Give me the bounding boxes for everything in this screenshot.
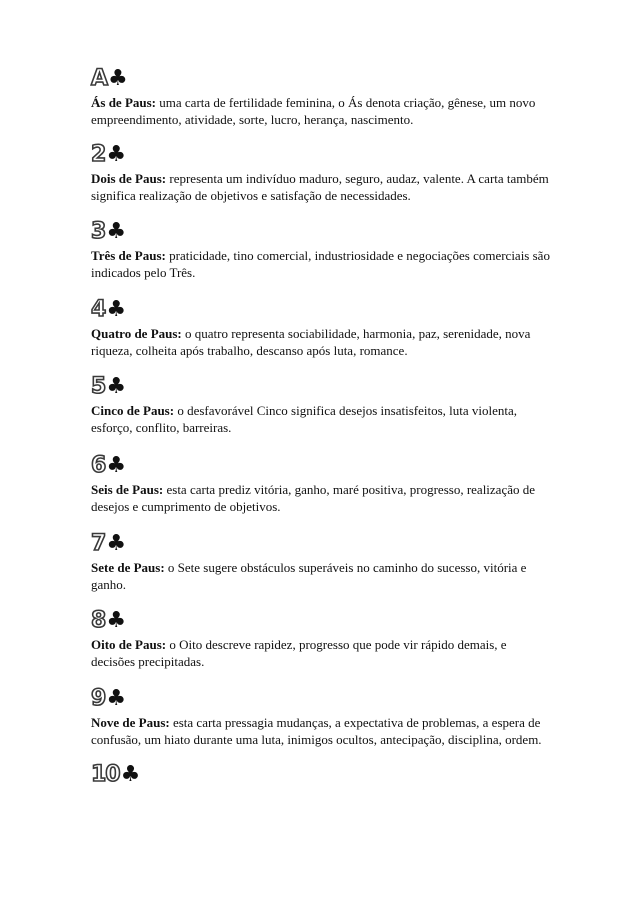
club-suit-icon: ♣ bbox=[106, 453, 127, 478]
card-description bbox=[91, 170, 551, 204]
card-symbol bbox=[91, 760, 140, 786]
card-symbol bbox=[91, 295, 126, 321]
card-meaning: uma carta de fertilidade feminina, o Ás denota criação, gênese, um novo empreendimento, atividade, sorte, lucro, herança, nascimento. bbox=[91, 95, 536, 127]
card-symbol bbox=[91, 684, 126, 710]
card-symbol bbox=[91, 451, 126, 477]
card-rank: 10 bbox=[91, 762, 120, 787]
club-suit-icon: ♣ bbox=[106, 142, 127, 167]
club-suit-icon: ♣ bbox=[120, 762, 141, 787]
card-description bbox=[91, 247, 551, 281]
club-suit-icon: ♣ bbox=[106, 374, 127, 399]
card-description bbox=[91, 94, 551, 128]
club-suit-icon: ♣ bbox=[106, 608, 127, 633]
club-suit-icon: ♣ bbox=[106, 531, 127, 556]
card-symbol bbox=[91, 217, 126, 243]
card-name: Quatro de Paus: bbox=[91, 326, 182, 341]
card-description bbox=[91, 636, 551, 670]
card-meaning: esta carta pressagia mudanças, a expectativa de problemas, a espera de confusão, um hiato durante uma luta, inimigos ocultos, antecipação, disciplina, ordem. bbox=[91, 715, 542, 747]
card-symbol bbox=[91, 606, 126, 632]
card-rank: 9 bbox=[91, 686, 106, 711]
card-meaning: praticidade, tino comercial, industriosidade e negociações comerciais são indicados pelo Três. bbox=[91, 248, 550, 280]
club-suit-icon: ♣ bbox=[106, 297, 127, 322]
card-name: Sete de Paus: bbox=[91, 560, 165, 575]
club-suit-icon: ♣ bbox=[108, 66, 128, 91]
card-name: Três de Paus: bbox=[91, 248, 166, 263]
card-description bbox=[91, 559, 551, 593]
card-rank: 8 bbox=[91, 608, 106, 633]
card-name: Oito de Paus: bbox=[91, 637, 167, 652]
card-symbol bbox=[91, 64, 128, 90]
card-description bbox=[91, 325, 551, 359]
card-rank: 2 bbox=[91, 142, 106, 167]
card-name: Ás de Paus: bbox=[91, 95, 157, 110]
card-name: Cinco de Paus: bbox=[91, 403, 175, 418]
card-meaning: representa um indivíduo maduro, seguro, audaz, valente. A carta também significa realização de objetivos e satisfação de necessidades. bbox=[91, 171, 549, 203]
card-meaning: o quatro representa sociabilidade, harmonia, paz, serenidade, nova riqueza, colheita após trabalho, descanso após luta, romance. bbox=[91, 326, 531, 358]
card-symbol bbox=[91, 372, 126, 398]
card-rank: 7 bbox=[91, 531, 106, 556]
card-symbol bbox=[91, 140, 126, 166]
card-meaning: esta carta prediz vitória, ganho, maré positiva, progresso, realização de desejos e cumprimento de objetivos. bbox=[91, 482, 536, 514]
card-description bbox=[91, 481, 551, 515]
card-meaning: o Sete sugere obstáculos superáveis no caminho do sucesso, vitória e ganho. bbox=[91, 560, 527, 592]
club-suit-icon: ♣ bbox=[106, 686, 127, 711]
card-name: Seis de Paus: bbox=[91, 482, 164, 497]
card-rank: 4 bbox=[91, 297, 106, 322]
club-suit-icon: ♣ bbox=[106, 219, 127, 244]
card-symbol bbox=[91, 529, 126, 555]
card-meaning: o Oito descreve rapidez, progresso que pode vir rápido demais, e decisões precipitadas. bbox=[91, 637, 507, 669]
card-rank: A bbox=[91, 66, 108, 91]
card-description bbox=[91, 402, 551, 436]
card-rank: 3 bbox=[91, 219, 106, 244]
card-description bbox=[91, 714, 551, 748]
card-rank: 5 bbox=[91, 374, 106, 399]
card-meaning: o desfavorável Cinco significa desejos insatisfeitos, luta violenta, esforço, conflito, barreiras. bbox=[91, 403, 518, 435]
card-rank: 6 bbox=[91, 453, 106, 478]
card-name: Dois de Paus: bbox=[91, 171, 167, 186]
card-name: Nove de Paus: bbox=[91, 715, 170, 730]
